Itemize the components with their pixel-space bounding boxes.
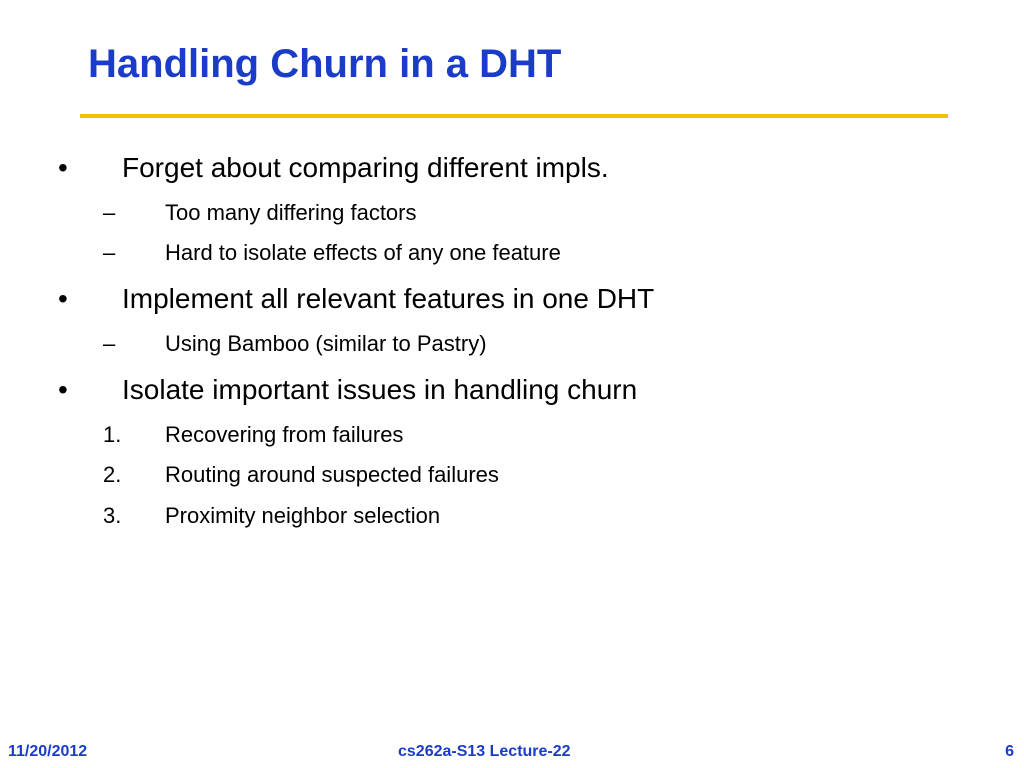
numbered-item-text: Proximity neighbor selection [165,503,441,528]
footer-course-label: cs262a-S13 Lecture-22 [398,743,571,760]
number-marker: 1. [103,422,122,447]
number-marker: 2. [103,462,122,487]
numbered-item-text: Routing around suspected failures [165,462,499,487]
bullet-text: Implement all relevant features in one DHT [122,283,655,314]
numbered-item-text: Recovering from failures [165,422,404,447]
dash-marker: – [103,200,116,225]
dash-marker: – [103,331,116,356]
bullet-marker: • [58,283,68,314]
bullet-text: Forget about comparing different impls. [122,152,609,183]
bullet-text: Isolate important issues in handling churn [122,374,638,405]
sub-bullet-text: Too many differing factors [165,200,417,225]
slide-title: Handling Churn in a DHT [88,42,562,86]
bullet-marker: • [58,374,68,405]
page-number: 6 [1005,743,1014,760]
sub-bullet-text: Hard to isolate effects of any one feature [165,240,561,265]
dash-marker: – [103,240,116,265]
sub-bullet-text: Using Bamboo (similar to Pastry) [165,331,487,356]
bullet-marker: • [58,152,68,183]
number-marker: 3. [103,503,122,528]
footer-date: 11/20/2012 [8,743,88,760]
